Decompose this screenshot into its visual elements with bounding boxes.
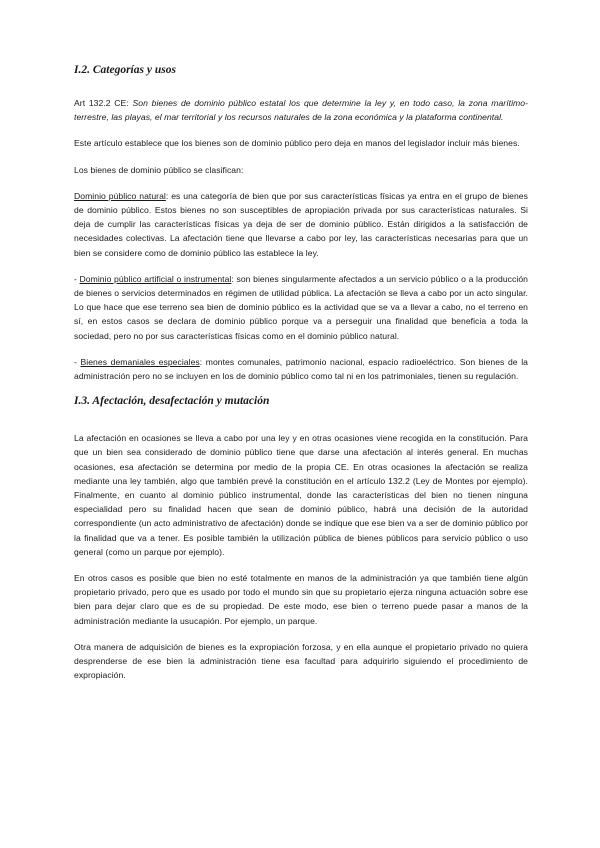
paragraph: Este artículo establece que los bienes son de dominio público pero deja en manos del legislador incluir más bienes. (74, 138, 520, 149)
classification-item-natural (74, 189, 528, 260)
term-bienes-demaniales: Bienes demaniales especiales (80, 356, 200, 367)
article-reference: Art 132.2 CE: (74, 98, 133, 108)
paragraph: Otra manera de adquisición de bienes es la expropiación forzosa, y en ella aunque el propietario privado no quiera desprenderse de ese bien la administración tiene esa facultad para adquirirlo siguiendo el procedimiento de expropiación. (74, 641, 528, 681)
article-quote: Son bienes de dominio público estatal los que determine la ley y, en todo caso, la zona marítimo-terrestre, las playas, el mar territorial y los recursos naturales de la zona económica y la plataforma continental. (74, 98, 528, 123)
page-content (74, 64, 528, 695)
paragraph: Los bienes de dominio público se clasifican: (74, 164, 244, 175)
paragraph: En otros casos es posible que bien no esté totalmente en manos de la administración ya que también tiene algún propietario privado, pero que es usado por todo el mundo sin que su propietario ejerza ninguna actuación sobre ese bien para dejar claro que es de su propiedad. De este modo, ese bien o terreno puede pasar a manos de la administración mediante la usucapión. Por ejemplo, un parque. (74, 573, 528, 626)
list-dash: - (74, 356, 81, 367)
article-citation-paragraph (74, 96, 528, 124)
classification-item-demaniales (74, 355, 528, 383)
item-text: : montes comunales, patrimonio nacional, espacio radioeléctrico. Son bienes de la administración pero no se incluyen en los de dominio público como tal ni en los patrimoniales, tienen su regulación. (74, 356, 528, 382)
item-text: : son bienes singularmente afectados a un servicio público o a la producción de bienes o servicios determinados en régimen de utilidad pública. La afectación se lleva a cabo por un acto singular. Lo que hace que ese terreno sea bien de dominio público es la actividad que se va a llevar a cabo, no el terreno en sí, en estos casos se declara de dominio público porque va a perseguir una finalidad que beneficia a toda la sociedad, pero no por sus características físicas como en el dominio público natural. (74, 273, 528, 341)
paragraph: La afectación en ocasiones se lleva a cabo por una ley y en otras ocasiones viene recogida en la constitución. Para que un bien sea considerado de dominio público tiene que darse una afectación al interés general. En muchas ocasiones, esa afectación se determina por medio de la propia CE. En otras ocasiones la afectación se realiza mediante una ley también, algo que también prevé la constitución en el artículo 132.2 (Ley de Montes por ejemplo). Finalmente, en cuanto al dominio público instrumental, donde las características del bien no tienen ninguna especialidad pero su finalidad hacen que sean de dominio público, habrá una decisión de la autoridad correspondiente (un acto administrativo de afectación) donde se indique que ese bien va a ser de dominio público por la finalidad que va a tener. Es posible también la utilización pública de bienes públicos para servicio público o uso general (como un parque por ejemplo). (74, 433, 528, 557)
classification-item-artificial (74, 272, 528, 343)
term-dominio-publico-natural: Dominio público natural (74, 190, 166, 201)
term-dominio-publico-artificial: Dominio público artificial o instrumental (79, 273, 232, 284)
section-heading-categorias: I.2. Categorías y usos (74, 64, 176, 76)
item-text: : es una categoría de bien que por sus características físicas ya entra en el grupo de bienes de dominio público. Estos bienes no son susceptibles de apropiación privada por sus características naturales. Si deja de cumplir las características físicas ya deja de ser de dominio público. Están dirigidos a la satisfacción de necesidades colectivas. La afectación tiene que llevarse a cabo por ley, las características necesarias para que un bien se considere como de dominio público las establece la ley. (74, 190, 528, 258)
section-heading-afectacion: I.3. Afectación, desafectación y mutación (74, 395, 270, 408)
list-dash: - (74, 273, 80, 284)
